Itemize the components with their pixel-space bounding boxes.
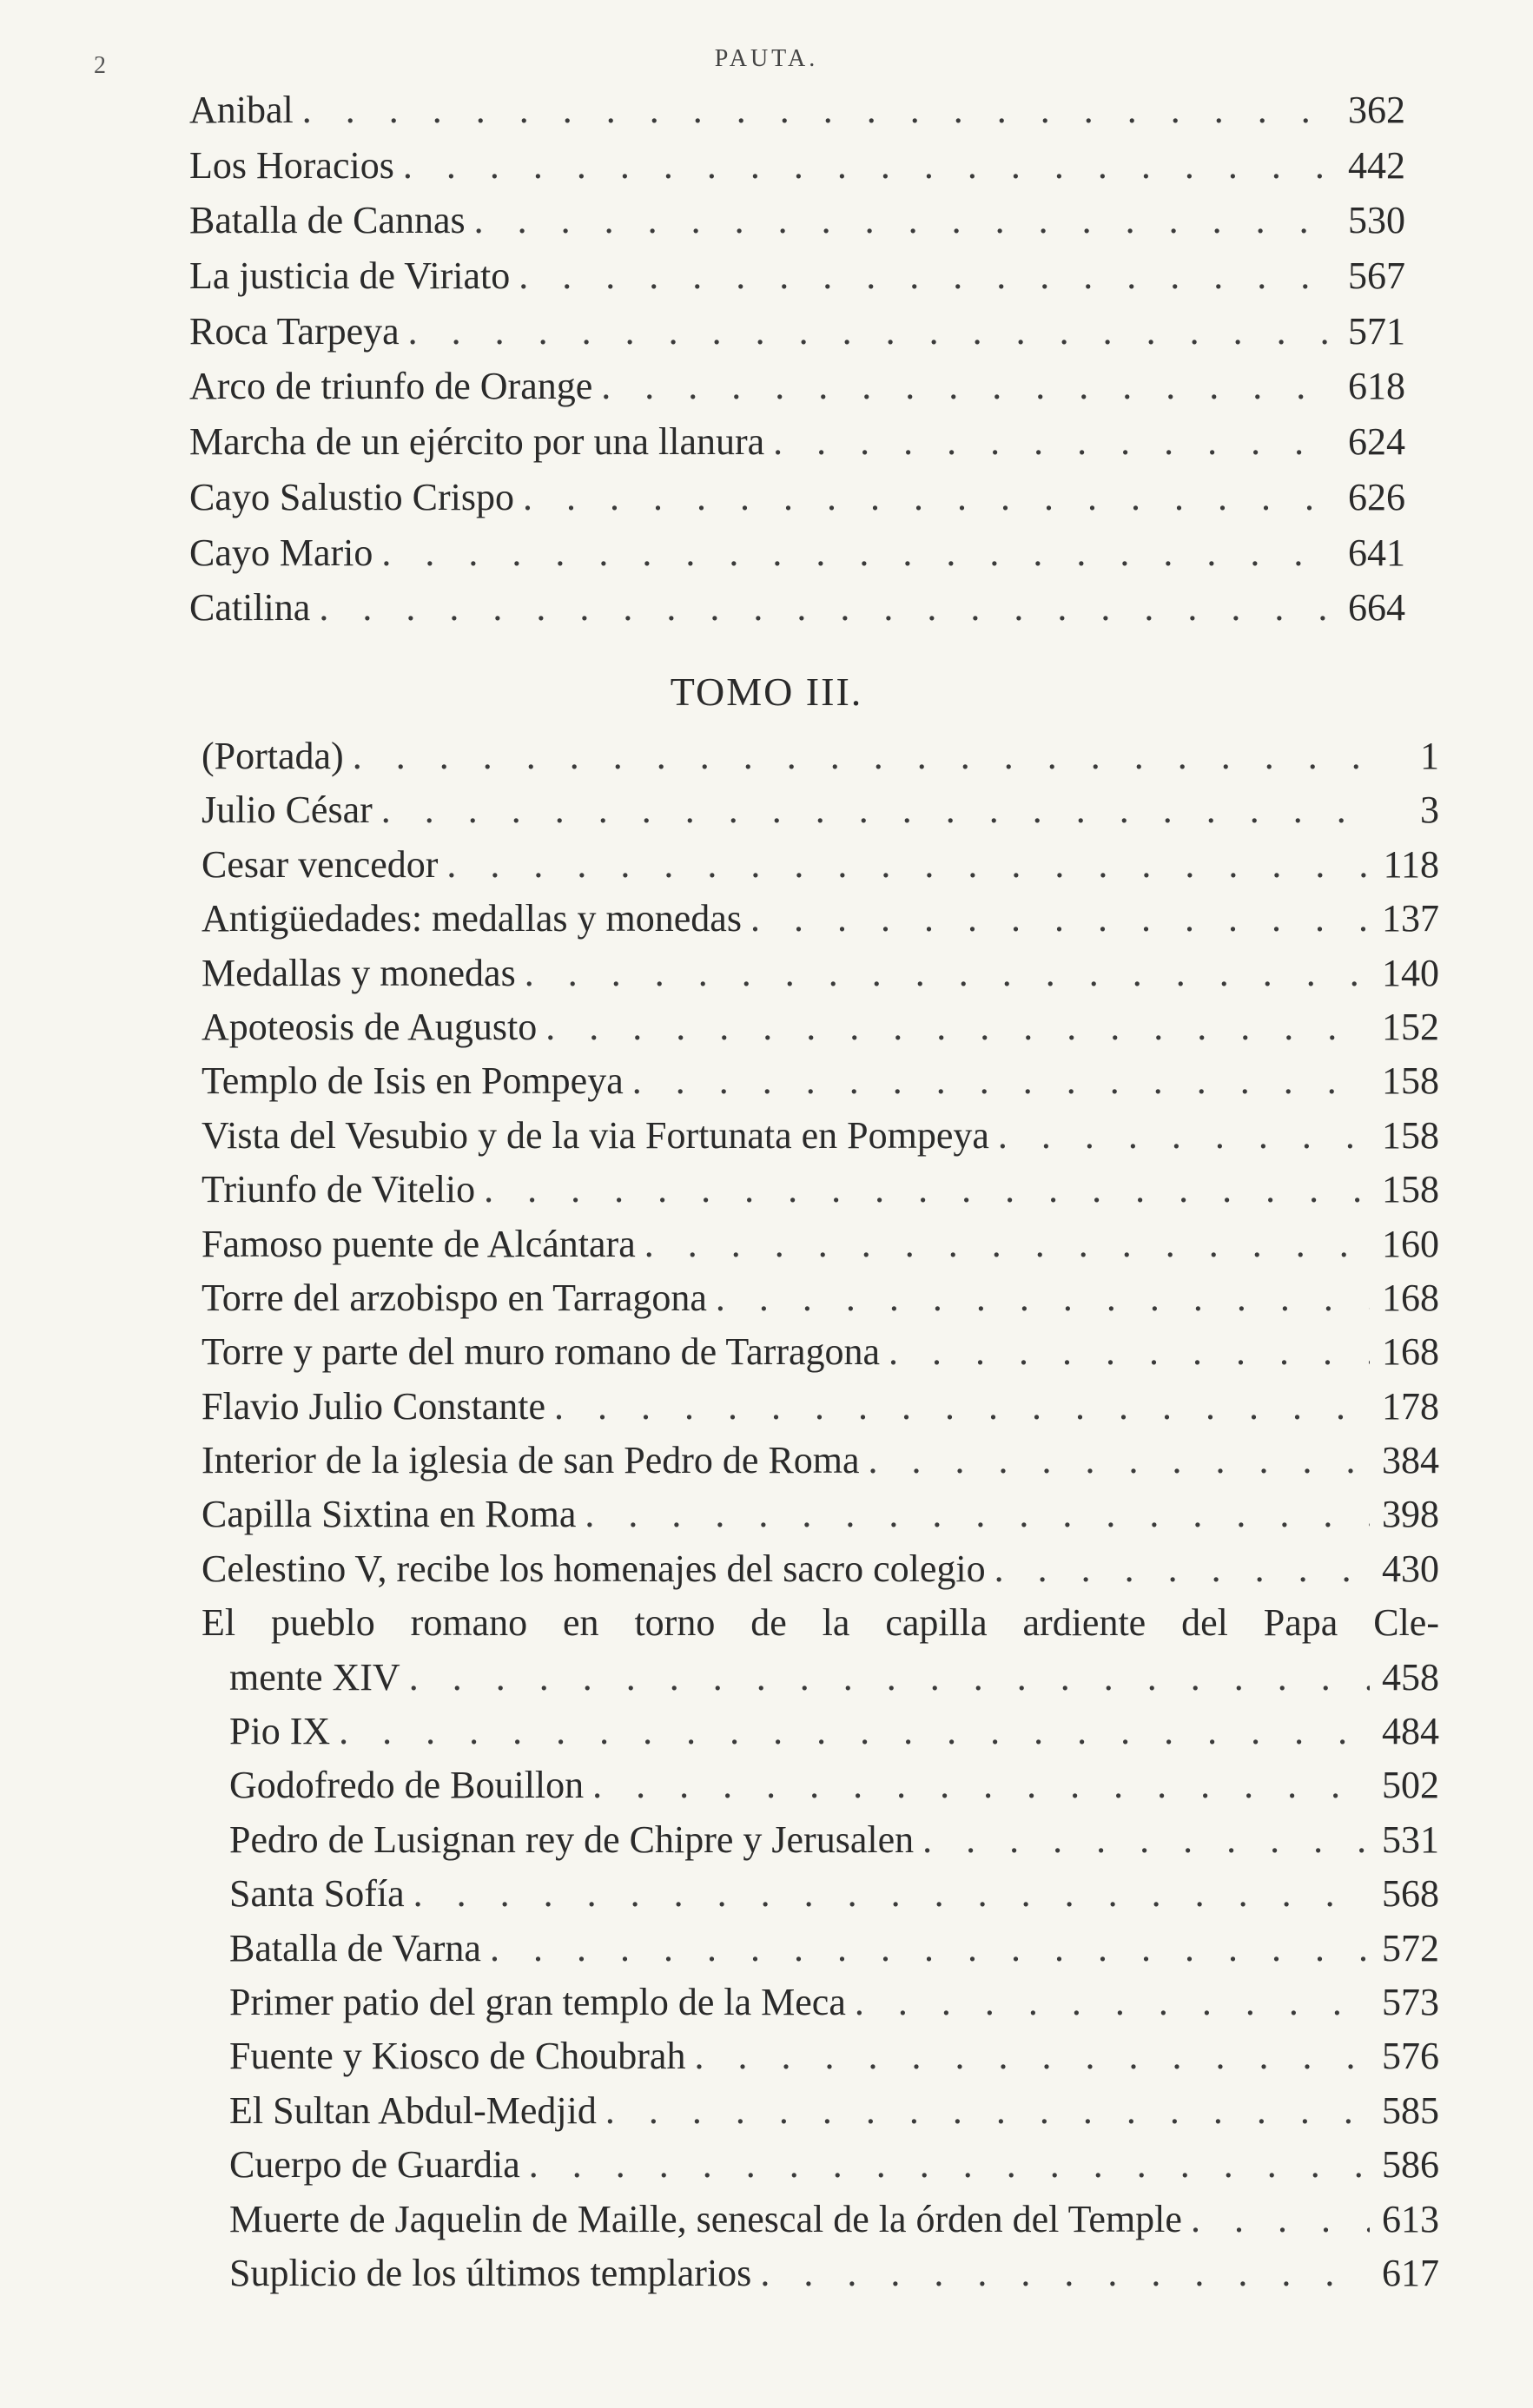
entry-title: Cayo Salustio Crispo <box>189 475 515 518</box>
dot-leader <box>545 1000 1370 1054</box>
entry-page: 626 <box>1348 475 1405 518</box>
dot-leader <box>484 1163 1370 1217</box>
index-entry <box>202 1705 1439 1758</box>
entry-title: Cayo Mario <box>189 531 373 574</box>
entry-title: Triunfo de Vitelio <box>202 1168 476 1211</box>
dot-leader <box>403 138 1336 194</box>
entry-page: 178 <box>1382 1384 1439 1428</box>
dot-leader <box>353 729 1370 783</box>
entry-title: Suplicio de los últimos templarios <box>229 2251 752 2294</box>
index-entry <box>202 1271 1439 1325</box>
index-entry-continuation <box>202 1651 1439 1705</box>
index-entry <box>202 2138 1439 2192</box>
entry-title: Marcha de un ejército por una llanura <box>189 420 765 464</box>
entry-title: Apoteosis de Augusto <box>202 1005 538 1048</box>
dot-leader <box>760 2246 1370 2300</box>
entry-title: Godofredo de Bouillon <box>229 1764 585 1807</box>
index-entry-wrapped <box>202 1596 1439 1650</box>
entry-page: 617 <box>1382 2251 1439 2294</box>
dot-leader <box>592 1758 1370 1812</box>
index-entry <box>202 1434 1439 1488</box>
index-entry <box>189 470 1405 525</box>
entry-title: Santa Sofía <box>229 1872 405 1916</box>
index-entry <box>202 1542 1439 1596</box>
entry-title: Famoso puente de Alcántara <box>202 1222 636 1265</box>
entry-title: Primer patio del gran templo de la Meca <box>229 1980 846 2023</box>
index-entry <box>202 2084 1439 2138</box>
entry-page: 664 <box>1348 586 1405 630</box>
index-entry <box>202 1922 1439 1976</box>
entry-page: 140 <box>1382 951 1439 994</box>
entry-title: Arco de triunfo de Orange <box>189 365 593 408</box>
index-entry <box>202 1163 1439 1217</box>
index-entry <box>189 304 1405 360</box>
dot-leader <box>523 470 1336 525</box>
dot-leader <box>716 1271 1370 1325</box>
dot-leader <box>339 1705 1370 1758</box>
entry-page: 430 <box>1382 1547 1439 1590</box>
entry-title: Vista del Vesubio y de la via Fortunata en Pompeya <box>202 1113 989 1157</box>
entry-title: Torre del arzobispo en Tarragona <box>202 1276 707 1319</box>
dot-leader <box>413 1867 1370 1921</box>
entry-title: Batalla de Varna <box>229 1926 481 1969</box>
dot-leader <box>773 414 1336 470</box>
index-entry <box>202 2029 1439 2083</box>
dot-leader <box>381 783 1370 837</box>
entry-page: 618 <box>1348 365 1405 408</box>
entry-title: Los Horacios <box>189 143 394 187</box>
entry-title: Cuerpo de Guardia <box>229 2143 520 2187</box>
entry-page: 160 <box>1382 1222 1439 1265</box>
entry-title: Capilla Sixtina en Roma <box>202 1493 577 1536</box>
entry-page: 613 <box>1382 2197 1439 2240</box>
entry-page: 168 <box>1382 1330 1439 1374</box>
index-entry <box>189 193 1405 248</box>
entry-page: 624 <box>1348 420 1405 464</box>
index-entry <box>202 729 1439 783</box>
entry-page: 531 <box>1382 1818 1439 1861</box>
dot-leader <box>605 2084 1370 2138</box>
dot-leader <box>994 1542 1370 1596</box>
entry-page: 576 <box>1382 2035 1439 2078</box>
entry-title: Flavio Julio Constante <box>202 1384 545 1428</box>
dot-leader <box>585 1488 1370 1541</box>
index-entry <box>189 414 1405 470</box>
entry-page: 571 <box>1348 309 1405 353</box>
index-section-volume-3 <box>202 729 1439 2300</box>
entry-page: 573 <box>1382 1980 1439 2023</box>
dot-leader <box>694 2029 1370 2083</box>
entry-title: Cesar vencedor <box>202 842 439 886</box>
dot-leader <box>869 1434 1370 1488</box>
index-entry <box>202 947 1439 1000</box>
dot-leader <box>408 304 1336 360</box>
dot-leader <box>529 2138 1370 2192</box>
entry-title: Batalla de Cannas <box>189 199 466 242</box>
dot-leader <box>750 892 1370 946</box>
entry-page: 1 <box>1420 735 1439 777</box>
entry-title: Celestino V, recibe los homenajes del sacro colegio <box>202 1547 986 1590</box>
entry-page: 586 <box>1382 2143 1439 2187</box>
index-entry <box>202 838 1439 892</box>
dot-leader <box>490 1922 1370 1976</box>
dot-leader <box>474 193 1336 248</box>
entry-title: Anibal <box>189 89 294 131</box>
index-entry <box>202 1325 1439 1379</box>
entry-title: El pueblo romano en torno de la capilla ardiente del Papa Cle- <box>202 1601 1439 1645</box>
index-entry <box>202 1000 1439 1054</box>
entry-title: Pio IX <box>229 1710 331 1753</box>
dot-leader <box>855 1976 1370 2029</box>
entry-title: Torre y parte del muro romano de Tarragona <box>202 1330 881 1374</box>
entry-title: Pedro de Lusignan rey de Chipre y Jerusalen <box>229 1818 915 1861</box>
dot-leader <box>922 1813 1370 1867</box>
entry-page: 118 <box>1383 842 1439 886</box>
dot-leader <box>381 525 1336 581</box>
entry-page: 362 <box>1348 89 1405 131</box>
entry-title: Muerte de Jaquelin de Maille, senescal de la órden del Temple <box>229 2197 1182 2240</box>
entry-page: 572 <box>1382 1926 1439 1969</box>
index-entry <box>202 2246 1439 2300</box>
entry-page: 398 <box>1382 1493 1439 1536</box>
index-section-continued <box>189 82 1405 636</box>
entry-page: 585 <box>1382 2088 1439 2132</box>
entry-page: 641 <box>1348 531 1405 574</box>
running-title: PAUTA. <box>714 45 819 72</box>
entry-page: 168 <box>1382 1276 1439 1319</box>
dot-leader <box>601 359 1336 414</box>
entry-page: 567 <box>1348 254 1405 298</box>
index-entry <box>189 580 1405 636</box>
dot-leader <box>1191 2193 1370 2246</box>
index-entry <box>189 138 1405 194</box>
dot-leader <box>889 1325 1370 1379</box>
index-entry <box>189 248 1405 304</box>
entry-page: 568 <box>1382 1872 1439 1916</box>
entry-title: Catilina <box>189 586 311 630</box>
entry-page: 158 <box>1382 1113 1439 1157</box>
dot-leader <box>319 580 1336 636</box>
entry-page: 530 <box>1348 199 1405 242</box>
entry-title: Roca Tarpeya <box>189 309 400 353</box>
entry-title: Julio César <box>202 788 373 832</box>
entry-title: Antigüedades: medallas y monedas <box>202 897 742 940</box>
entry-page: 384 <box>1382 1439 1439 1482</box>
index-entry <box>202 783 1439 837</box>
index-entry <box>202 1054 1439 1108</box>
dot-leader <box>644 1217 1370 1271</box>
entry-page: 484 <box>1382 1710 1439 1753</box>
dot-leader <box>302 82 1336 138</box>
entry-page: 458 <box>1382 1655 1439 1699</box>
dot-leader <box>409 1651 1370 1705</box>
entry-page: 137 <box>1382 897 1439 940</box>
index-entry <box>202 1380 1439 1434</box>
entry-title: mente XIV <box>229 1655 400 1699</box>
volume-heading: TOMO III. <box>670 670 863 714</box>
dot-leader <box>525 947 1370 1000</box>
entry-title: (Portada) <box>202 735 344 777</box>
index-entry <box>202 1976 1439 2029</box>
entry-page: 502 <box>1382 1764 1439 1807</box>
index-entry <box>202 1109 1439 1163</box>
dot-leader <box>554 1380 1370 1434</box>
dot-leader <box>446 838 1370 892</box>
index-entry <box>202 1813 1439 1867</box>
dot-leader <box>519 248 1336 304</box>
dot-leader <box>998 1109 1370 1163</box>
index-entry <box>202 2193 1439 2246</box>
entry-page: 442 <box>1348 143 1405 187</box>
page-number: 2 <box>94 52 106 79</box>
index-entry <box>202 1217 1439 1271</box>
entry-page: 152 <box>1382 1005 1439 1048</box>
entry-title: La justicia de Viriato <box>189 254 511 298</box>
entry-title: Fuente y Kiosco de Choubrah <box>229 2035 686 2078</box>
index-entry <box>202 1488 1439 1541</box>
index-entry <box>189 359 1405 414</box>
index-entry <box>202 1867 1439 1921</box>
entry-title: Interior de la iglesia de san Pedro de Roma <box>202 1439 860 1482</box>
index-entry <box>202 892 1439 946</box>
dot-leader <box>632 1054 1370 1108</box>
entry-page: 3 <box>1420 788 1439 832</box>
entry-title: Templo de Isis en Pompeya <box>202 1059 624 1103</box>
index-entry <box>202 1758 1439 1812</box>
index-entry <box>189 525 1405 581</box>
entry-title: El Sultan Abdul-Medjid <box>229 2088 597 2132</box>
entry-page: 158 <box>1382 1168 1439 1211</box>
index-entry <box>189 82 1405 138</box>
entry-page: 158 <box>1382 1059 1439 1103</box>
entry-title: Medallas y monedas <box>202 951 516 994</box>
